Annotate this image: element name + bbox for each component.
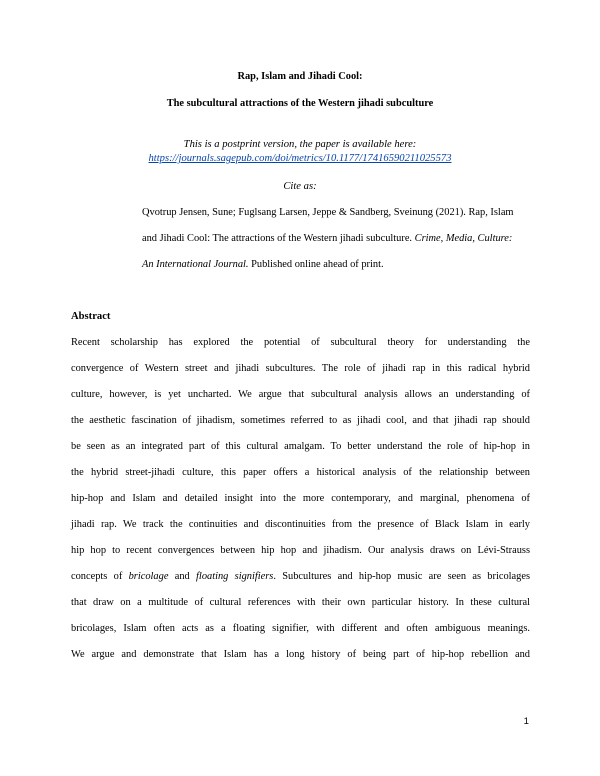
abstract-body xyxy=(71,330,530,668)
citation-block xyxy=(142,200,530,278)
abstract-text: . Subcultures and hip-hop music are seen as bricolages xyxy=(273,571,530,582)
abstract-text: concepts of xyxy=(71,571,123,582)
page-number: 1 xyxy=(523,716,529,727)
abstract-heading: Abstract xyxy=(71,311,111,322)
citation-title-text: and Jihadi Cool: The attractions of the Western jihadi subculture. xyxy=(142,233,413,244)
paper-title: Rap, Islam and Jihadi Cool: xyxy=(237,71,363,82)
postprint-note: This is a postprint version, the paper is available here: xyxy=(183,139,417,150)
abstract-line: hip-hop and Islam and detailed insight into the more contemporary, and marginal, phenomena of xyxy=(71,493,530,504)
abstract-line: that draw on a multitude of cultural references with their own particular history. In these cultural xyxy=(71,597,530,608)
abstract-line: bricolages, Islam often acts as a floating signifier, with different and often ambiguous meanings. xyxy=(71,623,530,634)
abstract-line: the aesthetic fascination of jihadism, sometimes referred to as jihadi cool, and that jihadi rap should xyxy=(71,415,530,426)
abstract-text: and xyxy=(174,571,190,582)
abstract-line: be seen as an integrated part of this cultural amalgam. To better understand the role of hip-hop in xyxy=(71,441,530,452)
citation-line-3 xyxy=(142,252,530,278)
abstract-line: jihadi rap. We track the continuities and discontinuities from the presence of Black Islam in early xyxy=(71,519,530,530)
journal-subtitle: An International Journal. xyxy=(142,259,249,270)
abstract-line xyxy=(71,564,530,590)
term-floating-signifiers: floating signifiers xyxy=(196,571,274,582)
cite-label: Cite as: xyxy=(283,181,317,192)
publication-status: Published online ahead of print. xyxy=(251,259,384,270)
abstract-line: hip hop to recent convergences between hip hop and jihadism. Our analysis draws on Lévi-Strauss xyxy=(71,545,530,556)
citation-line-1: Qvotrup Jensen, Sune; Fuglsang Larsen, Jeppe & Sandberg, Sveinung (2021). Rap, Islam xyxy=(142,207,514,218)
abstract-line: the hybrid street-jihadi culture, this paper offers a historical analysis of the relationship between xyxy=(71,467,530,478)
abstract-line: convergence of Western street and jihadi subcultures. The role of jihadi rap in this radical hybrid xyxy=(71,363,530,374)
abstract-line: We argue and demonstrate that Islam has a long history of being part of hip-hop rebellion and xyxy=(71,649,530,660)
paper-subtitle: The subcultural attractions of the Western jihadi subculture xyxy=(166,98,434,109)
abstract-line: Recent scholarship has explored the potential of subcultural theory for understanding the xyxy=(71,337,530,348)
journal-name: Crime, Media, Culture: xyxy=(414,233,513,244)
term-bricolage: bricolage xyxy=(128,571,169,582)
doi-link[interactable]: https://journals.sagepub.com/doi/metrics/10.1177/17416590211025573 xyxy=(148,153,452,164)
abstract-line: culture, however, is yet uncharted. We argue that subcultural analysis allows an understanding of xyxy=(71,389,530,400)
citation-line-2 xyxy=(142,226,530,252)
